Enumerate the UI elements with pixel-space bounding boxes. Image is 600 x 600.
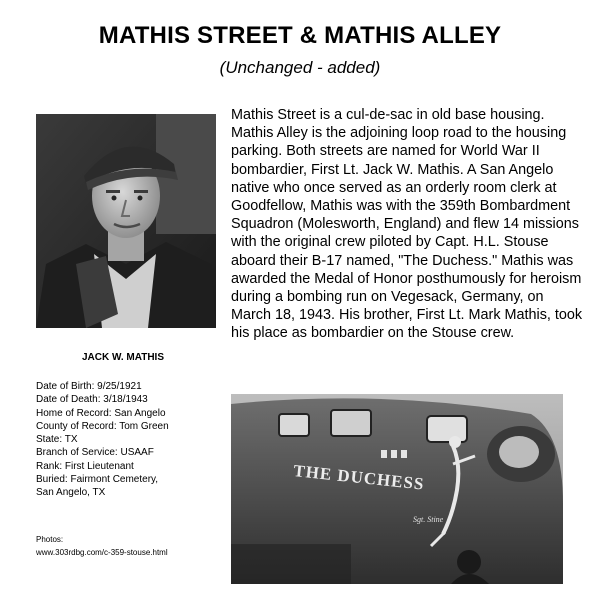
nose-art-signature: Sgt. Stine <box>413 515 444 524</box>
fact-date-of-birth: Date of Birth: 9/25/1921 <box>36 381 142 392</box>
page-subtitle: (Unchanged - added) <box>219 58 381 77</box>
fact-date-of-death: Date of Death: 3/18/1943 <box>36 394 148 406</box>
portrait-illustration <box>36 114 216 328</box>
page-title: MATHIS STREET & MATHIS ALLEY <box>98 22 502 49</box>
fact-state: State: TX <box>36 434 78 446</box>
fact-buried: Buried: Fairmont Cemetery, <box>36 474 159 486</box>
service-facts <box>36 380 226 500</box>
portrait-photo <box>36 114 216 328</box>
photos-credit-url: www.303rdbg.com/c-359-stouse.html <box>36 548 168 557</box>
fact-buried-city: San Angelo, TX <box>36 487 106 499</box>
fact-county-of-record: County of Record: Tom Green <box>36 420 169 432</box>
plane-illustration <box>231 394 563 584</box>
fact-rank: Rank: First Lieutenant <box>36 460 134 472</box>
b17-duchess-photo <box>231 394 563 584</box>
nose-art-lettering: THE DUCHESS <box>292 461 426 494</box>
photos-credit-label: Photos: <box>36 535 64 544</box>
article-body: Mathis Street is a cul-de-sac in old base housing. Mathis Alley is the adjoining loop road to the housing parking. Both streets are named for World War II bombardier, First Lt. Jack W. Mathis. A San Angelo native who once served as an orderly room clerk at Goodfellow, Mathis was with the 359th Bombardment Squadron (Molesworth, England) and flew 14 missions with the original crew piloted by Capt. H.L. Stouse aboard their B-17 named, "The Duchess." Mathis was awarded the Medal of Honor posthumously for heroism during a bombing run on Vegesack, Germany, on March 18, 1943. His brother, First Lt. Mark Mathis, took his place as bombardier on the Stouse crew. <box>231 107 583 342</box>
portrait-caption: JACK W. MATHIS <box>81 352 165 363</box>
fact-branch-of-service: Branch of Service: USAAF <box>36 447 154 459</box>
fact-home-of-record: Home of Record: San Angelo <box>36 407 166 419</box>
